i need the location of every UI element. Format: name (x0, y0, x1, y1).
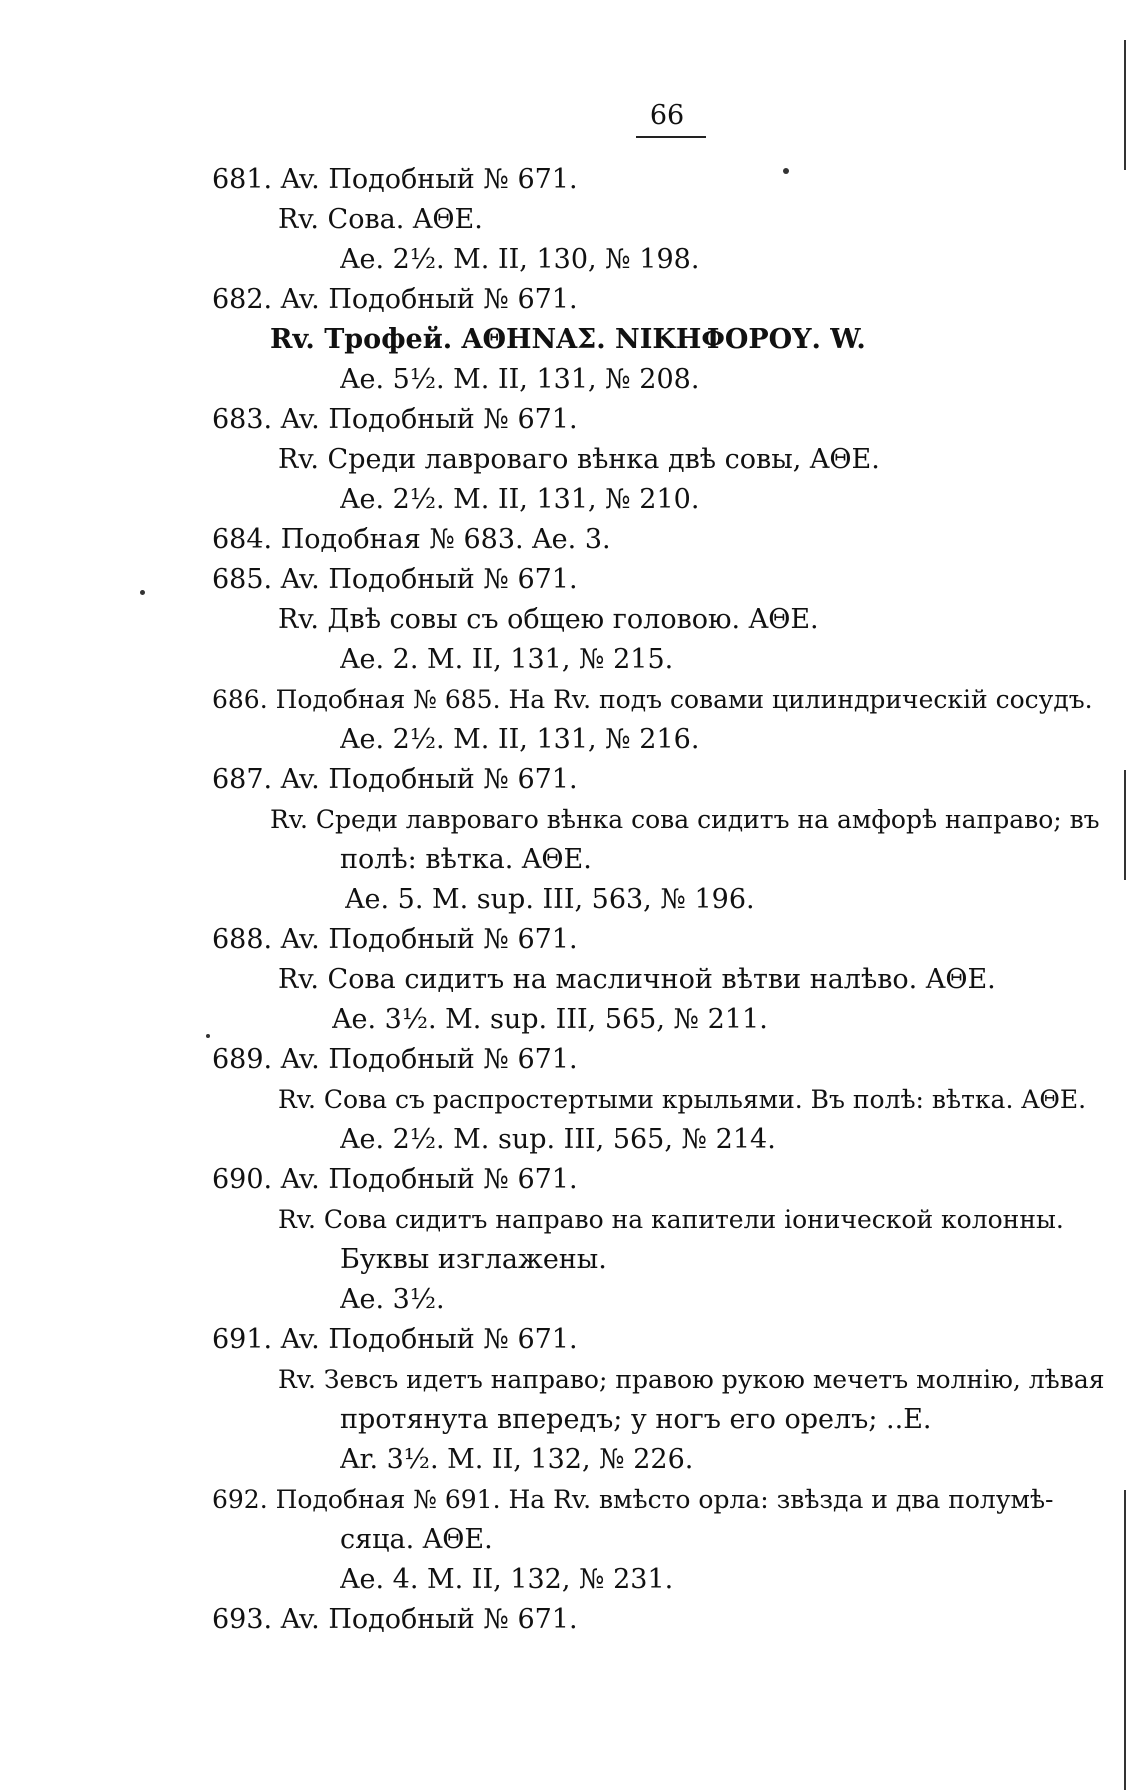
entry-690-line-4: Ae. 3½. (340, 1284, 445, 1315)
entry-691-line-3: протянута впередъ; у ногъ его орелъ; ..E. (340, 1404, 932, 1435)
entry-682-line-1: 682. Av. Подобный № 671. (212, 284, 578, 315)
entry-688-line-3: Ae. 3½. M. sup. III, 565, № 211. (332, 1004, 768, 1035)
entry-685-line-3: Ae. 2. M. II, 131, № 215. (340, 644, 674, 675)
entry-689-line-3: Ae. 2½. M. sup. III, 565, № 214. (340, 1124, 776, 1155)
ink-speck (206, 1034, 210, 1038)
entry-692-line-3: Ae. 4. M. II, 132, № 231. (340, 1564, 674, 1595)
entry-689-line-1: 689. Av. Подобный № 671. (212, 1044, 578, 1075)
entry-681-line-3: Ae. 2½. M. II, 130, № 198. (340, 244, 700, 275)
page-edge-rule-top (1124, 40, 1126, 170)
entry-682-line-3: Ae. 5½. M. II, 131, № 208. (340, 364, 700, 395)
entry-687-line-3: полѣ: вѣтка. ΑΘΕ. (340, 844, 592, 875)
entry-691-line-2: Rv. Зевсъ идетъ направо; правою рукою мечетъ молнію, лѣвая (278, 1365, 1105, 1394)
entry-690-line-2: Rv. Сова сидитъ направо на капители іонической колонны. (278, 1205, 1064, 1234)
entry-686-line-2: Ae. 2½. M. II, 131, № 216. (340, 724, 700, 755)
entry-689-line-2: Rv. Сова съ распростертыми крыльями. Въ полѣ: вѣтка. ΑΘΕ. (278, 1085, 1087, 1114)
entry-687-line-4: Ae. 5. M. sup. III, 563, № 196. (345, 884, 755, 915)
entry-691-line-4: Ar. 3½. M. II, 132, № 226. (340, 1444, 694, 1475)
entry-687-line-1: 687. Av. Подобный № 671. (212, 764, 578, 795)
page-number-rule (636, 136, 706, 138)
entry-681-line-2: Rv. Сова. ΑΘΕ. (278, 204, 483, 235)
entry-682-line-2: Rv. Трофей. ΑΘΗΝΑΣ. ΝΙΚΗΦΟΡΟΥ. W. (270, 324, 866, 355)
page-number: 66 (649, 100, 685, 131)
entry-684-line-1: 684. Подобная № 683. Ae. 3. (212, 524, 611, 555)
entry-688-line-1: 688. Av. Подобный № 671. (212, 924, 578, 955)
entry-690-line-3: Буквы изглажены. (340, 1244, 607, 1275)
page-edge-rule-bottom (1124, 1490, 1126, 1790)
entry-692-line-1: 692. Подобная № 691. На Rv. вмѣсто орла: звѣзда и два полумѣ- (212, 1485, 1054, 1514)
entry-688-line-2: Rv. Сова сидитъ на масличной вѣтви налѣво. ΑΘΕ. (278, 964, 996, 995)
entry-685-line-2: Rv. Двѣ совы съ общею головою. ΑΘΕ. (278, 604, 819, 635)
entry-683-line-1: 683. Av. Подобный № 671. (212, 404, 578, 435)
ink-speck (140, 590, 145, 595)
entry-685-line-1: 685. Av. Подобный № 671. (212, 564, 578, 595)
entry-683-line-2: Rv. Среди лавроваго вѣнка двѣ совы, ΑΘΕ. (278, 444, 880, 475)
entry-690-line-1: 690. Av. Подобный № 671. (212, 1164, 578, 1195)
page-edge-rule-middle (1124, 770, 1126, 880)
entry-692-line-2: сяца. ΑΘΕ. (340, 1524, 493, 1555)
entry-681-line-1: 681. Av. Подобный № 671. (212, 164, 578, 195)
entry-686-line-1: 686. Подобная № 685. На Rv. подъ совами цилиндрическій сосудъ. (212, 685, 1093, 714)
entry-683-line-3: Ae. 2½. M. II, 131, № 210. (340, 484, 700, 515)
ink-speck (783, 168, 789, 174)
entry-693-line-1: 693. Av. Подобный № 671. (212, 1604, 578, 1635)
entry-687-line-2: Rv. Среди лавроваго вѣнка сова сидитъ на амфорѣ направо; въ (270, 805, 1100, 834)
entry-691-line-1: 691. Av. Подобный № 671. (212, 1324, 578, 1355)
